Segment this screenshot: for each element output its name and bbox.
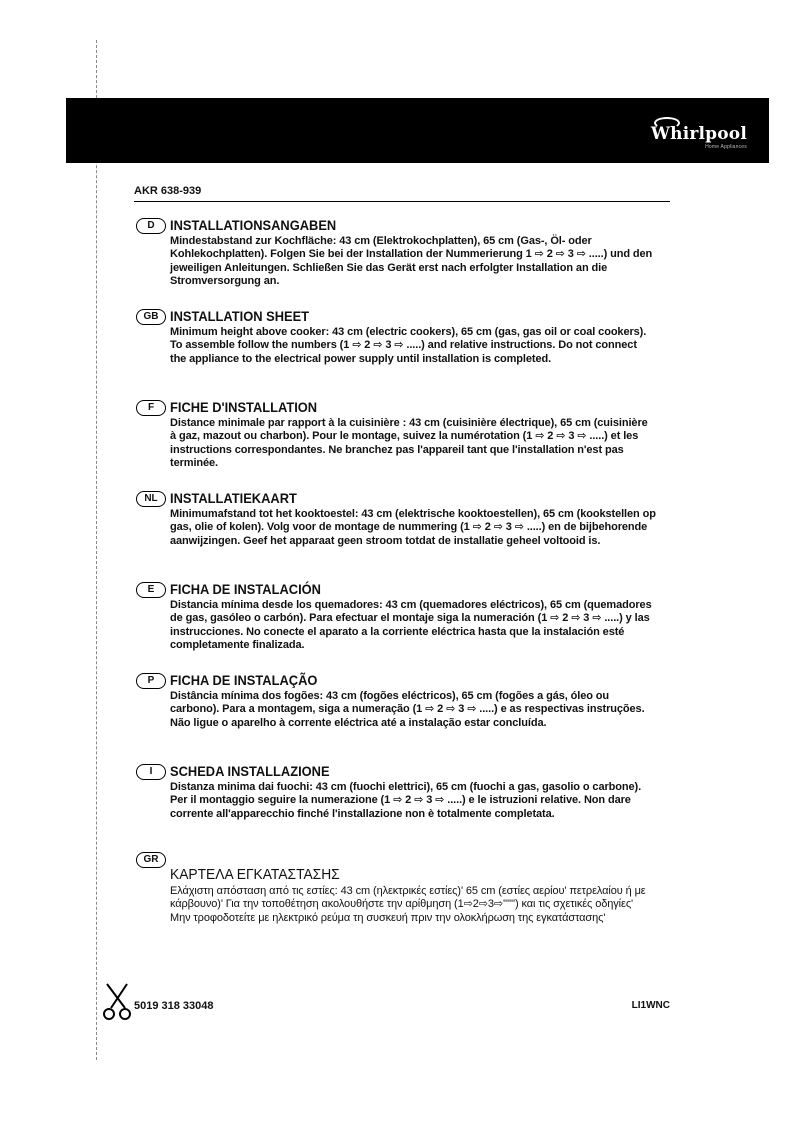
brand-logo	[651, 124, 747, 150]
section-title-es: FICHA DE INSTALACIÓN	[170, 581, 321, 597]
language-badge-fr: F	[136, 400, 166, 416]
document-reference: LI1WNC	[631, 1000, 670, 1011]
language-badge-es: E	[136, 582, 166, 598]
section-title-pt: FICHA DE INSTALAÇÃO	[170, 672, 318, 688]
language-badge-pt: P	[136, 673, 166, 689]
language-badge-de: D	[136, 218, 166, 234]
section-de	[136, 216, 656, 289]
section-es	[136, 580, 656, 653]
part-number: 5019 318 33048	[134, 1000, 214, 1012]
section-fr	[136, 398, 656, 471]
language-badge-gb: GB	[136, 309, 166, 325]
section-pt	[136, 671, 656, 730]
logo-swoosh-icon	[654, 117, 680, 129]
section-nl	[136, 489, 656, 548]
header-rule	[134, 201, 670, 202]
language-badge-gr: GR	[136, 852, 166, 868]
section-title-gb: INSTALLATION SHEET	[170, 308, 310, 324]
section-gr	[136, 852, 656, 925]
language-badge-it: I	[136, 764, 166, 780]
section-title-nl: INSTALLATIEKAART	[170, 490, 297, 506]
brand-tagline: Home Appliances	[705, 144, 747, 150]
section-body-nl: Minimumafstand tot het kooktoestel: 43 cm (elektrische kooktoestellen), 65 cm (kookstellen op gas, olie of kolen). Volg voor de montage de nummering (1 ⇨ 2 ⇨ 3 ⇨ .....) en de bijbehorende aanwijzingen. Geef het apparaat geen stroom totdat de installatie geheel voltooid is.	[170, 508, 656, 547]
cut-line	[96, 40, 97, 1060]
section-body-pt: Distância mínima dos fogões: 43 cm (fogões eléctricos), 65 cm (fogões a gás, óleo ou carbono). Para a montagem, siga a numeração (1 ⇨ 2 ⇨ 3 ⇨ .....) e as respectivas instruções. Não ligue o aparelho à corrente eléctrica até a instalação estar concluída.	[170, 690, 645, 729]
section-title-it: SCHEDA INSTALLAZIONE	[170, 763, 330, 779]
section-it	[136, 762, 656, 821]
section-gb	[136, 307, 656, 366]
section-title-de: INSTALLATIONSANGABEN	[170, 217, 337, 233]
section-body-es: Distancia mínima desde los quemadores: 43 cm (quemadores eléctricos), 65 cm (quemadores de gas, gasóleo o carbón). Para efectuar el montaje siga la numeración (1 ⇨ 2 ⇨ 3 ⇨ .....) y las instrucciones. No conecte el aparato a la corriente eléctrica hasta que la instalación esté completamente finalizada.	[170, 599, 652, 652]
scissors-icon	[103, 982, 133, 1022]
section-title-fr: FICHE D'INSTALLATION	[170, 399, 318, 415]
model-number: AKR 638-939	[134, 185, 202, 197]
section-body-it: Distanza minima dai fuochi: 43 cm (fuochi elettrici), 65 cm (fuochi a gas, gasolio o carbone). Per il montaggio seguire la numerazione (1 ⇨ 2 ⇨ 3 ⇨ .....) e le istruzioni relative. Non dare corrente all'apparecchio finché l'installazione non è totalmente completata.	[170, 781, 642, 820]
language-badge-nl: NL	[136, 491, 166, 507]
section-body-gb: Minimum height above cooker: 43 cm (electric cookers), 65 cm (gas, gas oil or coal cookers). To assemble follow the numbers (1 ⇨ 2 ⇨ 3 ⇨ .....) and relative instructions. Do not connect the appliance to the electrical power supply until installation is completed.	[170, 326, 647, 365]
section-body-gr: Ελάχιστη απόσταση από τις εστίες: 43 cm (ηλεκτρικές εστίες)' 65 cm (εστίες αερίου' πετρελαίου ή με κάρβουνο)' Για την τοποθέτηση ακολουθήστε την αρίθμηση (1⇨2⇨3⇨'''''') και τις σχετικές οδηγίες' Μην τροφοδοτείτε με ηλεκτρικό ρεύμα τη συσκευή πριν την ολοκλήρωση της εγκατάστασης'	[170, 885, 646, 924]
section-title-gr: ΚΑΡΤΕΛΑ ΕΓΚΑΤΑΣΤΑΣΗΣ	[170, 866, 340, 883]
brand-name: Whirlpool	[650, 124, 747, 144]
section-body-fr: Distance minimale par rapport à la cuisinière : 43 cm (cuisinière électrique), 65 cm (cuisinière à gaz, mazout ou charbon). Pour le montage, suivez la numérotation (1 ⇨ 2 ⇨ 3 ⇨ .....) et les instructions correspondantes. Ne branchez pas l'appareil tant que l'installation n'est pas terminée.	[170, 417, 648, 470]
header-band	[66, 98, 769, 163]
section-body-de: Mindestabstand zur Kochfläche: 43 cm (Elektrokochplatten), 65 cm (Gas-, Öl- oder Kohlekochplatten). Folgen Sie bei der Installation der Nummerierung 1 ⇨ 2 ⇨ 3 ⇨ .....) und den jeweiligen Anleitungen. Schließen Sie das Gerät erst nach erfolgter Installation an die Stromversorgung an.	[170, 235, 653, 288]
